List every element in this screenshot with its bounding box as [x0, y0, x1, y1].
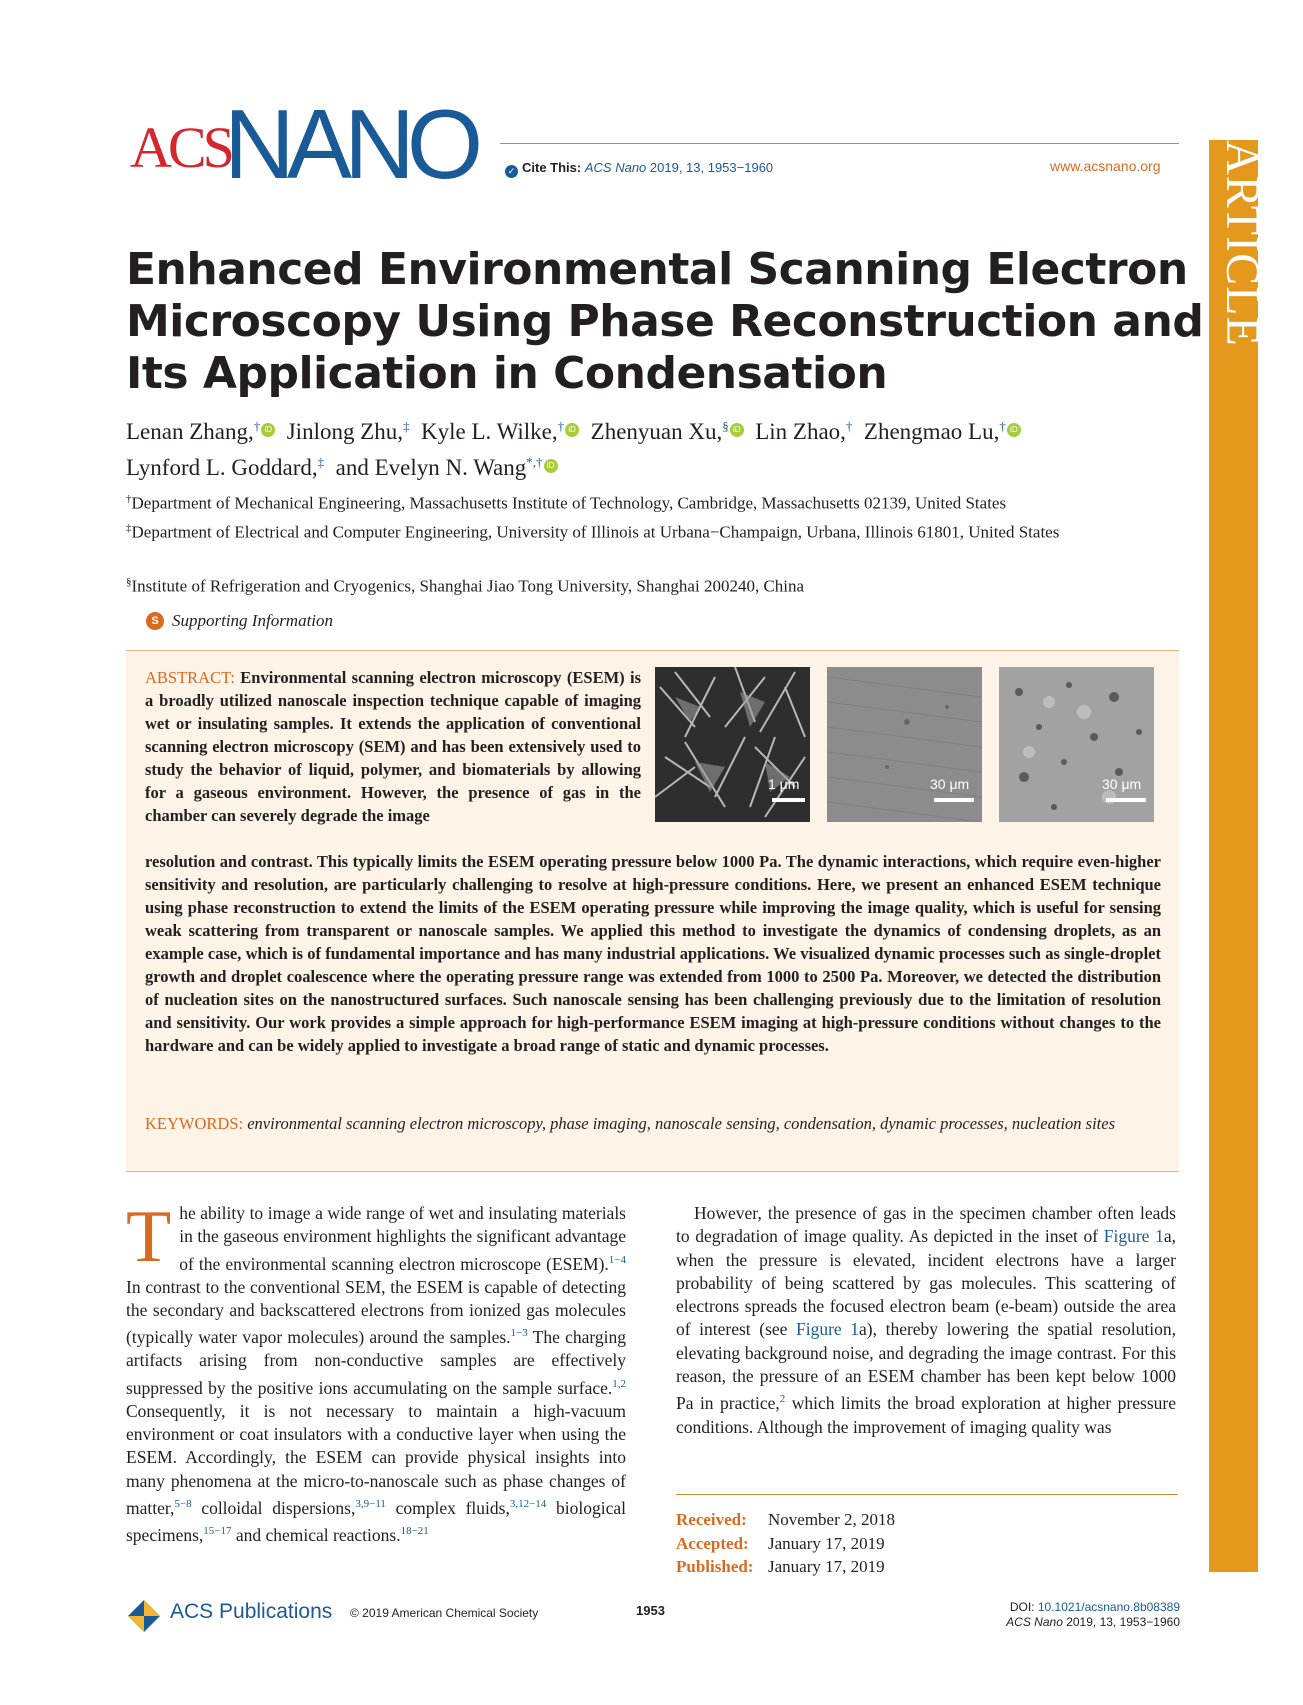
journal-logo — [130, 89, 510, 199]
keywords — [145, 1112, 1161, 1135]
check-icon: ✓ — [505, 165, 518, 178]
drop-cap: T — [126, 1196, 172, 1278]
scale-bar — [1106, 798, 1146, 802]
section-tab-label: ARTICLE — [1215, 140, 1269, 347]
doi-block: DOI: 10.1021/acsnano.8b08389 ACS Nano 2019, 13, 1953−1960 — [1006, 1600, 1180, 1629]
journal-website-link[interactable]: www.acsnano.org — [1050, 158, 1161, 174]
citation-link[interactable]: 3,9−11 — [355, 1498, 386, 1511]
scale-bar-label: 30 μm — [1102, 776, 1142, 792]
keywords-list: environmental scanning electron microscopy, phase imaging, nanoscale sensing, condensation, dynamic processes, nucleation sites — [247, 1114, 1115, 1133]
author[interactable]: Lin Zhao,† — [755, 418, 853, 444]
page-number: 1953 — [636, 1603, 665, 1618]
section-tab — [1209, 140, 1269, 400]
header-rule — [500, 143, 1179, 144]
author[interactable]: Zhenyuan Xu,§ iD — [585, 419, 744, 444]
citation-link[interactable]: 1−3 — [510, 1327, 528, 1340]
scale-bar-label: 1 μm — [768, 776, 800, 792]
cite-label: Cite This: — [522, 160, 582, 175]
author[interactable]: and Evelyn N. Wang*,† iD — [330, 455, 558, 480]
abstract-text-top: Environmental scanning electron microscopy (ESEM) is a broadly utilized nanoscale inspection technique capable of imaging wet or insulating samples. It extends the application of conventional scanning electron microscopy (SEM) and has been extensively used to study the behavior of liquid, polymer, and biomaterials by allowing for a gaseous environment. However, the presence of gas in the chamber can severely degrade the image — [145, 668, 641, 825]
affiliation: †Department of Mechanical Engineering, Massachusetts Institute of Technology, Cambridge, Massachusetts 02139, United States — [126, 493, 1007, 513]
abstract-paragraph-bottom: resolution and contrast. This typically limits the ESEM operating pressure below 1000 Pa. The dynamic interactions, which require even-higher sensitivity and resolution, are particularly challenging to resolve at high-pressure conditions. Here, we present an enhanced ESEM technique using phase reconstruction to extend the limits of the ESEM operating pressure while improving the image quality, which is useful for sensing weak scattering from transparent or nanoscale samples. We applied this method to investigate the dynamics of condensing droplets, as an example case, which is of fundamental importance and has many industrial applications. We visualized dynamic processes such as single-droplet growth and droplet coalescence where the operating pressure range was extended from 1000 to 2500 Pa. Moreover, we detected the distribution of nucleation sites on the nanostructured surfaces. Such nanoscale sensing has been challenging previously due to the limitation of resolution and sensitivity. Our work provides a simple approach for high-performance ESEM imaging at high-pressure conditions without changes to the hardware and can be widely applied to investigate a broad range of static and dynamic processes. — [145, 852, 1161, 1055]
author[interactable]: Kyle L. Wilke,† iD — [415, 419, 579, 444]
citation-link[interactable]: 3,12−14 — [509, 1498, 547, 1511]
author[interactable]: Zhengmao Lu,† iD — [858, 419, 1021, 444]
dates-rule — [676, 1494, 1178, 1495]
citation-link[interactable]: 18−21 — [400, 1525, 429, 1538]
figure-link[interactable]: Figure 1 — [796, 1319, 860, 1340]
acs-publications-icon — [126, 1598, 162, 1639]
scale-bar — [772, 798, 805, 802]
orcid-icon[interactable]: iD — [1007, 423, 1021, 437]
cite-details: 2019, 13, 1953−1960 — [646, 160, 774, 175]
supporting-info-link[interactable]: Supporting Information — [172, 611, 334, 630]
citation-link[interactable]: 2 — [779, 1393, 786, 1406]
cite-journal: ACS Nano — [584, 160, 647, 175]
publisher-name[interactable]: ACS Publications — [170, 1600, 333, 1623]
citation-link[interactable]: 15−17 — [203, 1525, 232, 1538]
abstract-paragraph-top — [145, 666, 641, 827]
author[interactable]: Jinlong Zhu,‡ — [286, 418, 410, 444]
date-received: Received: November 2, 2018 — [676, 1510, 896, 1529]
article-title: Enhanced Environmental Scanning Electron Microscopy Using Phase Reconstruction and Its Application in Condensation — [126, 244, 1204, 399]
author[interactable]: Lynford L. Goddard,‡ — [126, 454, 325, 481]
logo-nano: NANO — [224, 89, 476, 199]
cite-this[interactable] — [505, 160, 773, 178]
citation-link[interactable]: 1−4 — [608, 1253, 626, 1266]
copyright: © 2019 American Chemical Society — [350, 1606, 539, 1620]
author-list — [126, 410, 1206, 483]
orcid-icon[interactable]: iD — [565, 423, 579, 437]
date-published: Published: January 17, 2019 — [676, 1557, 885, 1576]
publication-dates — [676, 1508, 895, 1579]
orcid-icon[interactable]: iD — [261, 423, 275, 437]
figure-link[interactable]: Figure 1 — [1103, 1226, 1164, 1247]
citation-link[interactable]: 5−8 — [174, 1498, 192, 1511]
keywords-label: KEYWORDS: — [145, 1114, 244, 1133]
abstract-figure-esem — [827, 667, 982, 822]
affiliation: ‡Department of Electrical and Computer Engineering, University of Illinois at Urbana−Champaign, Urbana, Illinois 61801, United States — [126, 522, 1060, 542]
abstract-figure-phase — [999, 667, 1154, 822]
author[interactable]: Lenan Zhang,† iD — [126, 419, 275, 444]
abstract-label: ABSTRACT: — [145, 668, 235, 687]
body-left-column: The ability to image a wide range of wet and insulating materials in the gaseous environment highlights the significant advantage of the environmental scanning electron microscope (ESEM).$^{1-4}$ In contrast to the conventional SEM, the ESEM is capable of detecting the secondary and backscattered electrons from ionized gas molecules (typically water vapor molecules) around the samples.$^{1-3}$ The charging artifacts arising from non-conductive samples are effectively suppressed by the positive ions accumulating on the sample surface.$^{1,2}$ Consequently, it is not necessary to maintain a high-vacuum environment or coat insulators with a conductive layer when using the ESEM. Accordingly, the ESEM can provide physical insights into many phenomena at the micro-to-nanoscale such as phase changes of matter,$^{5-8}$ colloidal dispersions,$^{3,9-11}$ complex fluids,$^{3,12-14}$ biological specimens,$^{15-17}$ and chemical reactions.$^{18-21}$ — [126, 1196, 627, 1545]
body-right-column: However, the presence of gas in the specimen chamber often leads to degradation of image quality. As depicted in the inset of Figure 1a, when the pressure is elevated, incident electrons have a larger probability of being scattered by gas molecules. This scattering of electrons spreads the focused electron beam (e-beam) outside the area of interest (see Figure 1a), thereby lowering the spatial resolution, elevating background noise, and degrading the image contrast. For this reason, the pressure of an ESEM chamber has been kept below 1000 Pa in practice,$^2$ which limits the broad exploration at higher pressure conditions. Although the improvement of imaging quality was — [676, 1203, 1176, 1437]
logo-acs: ACS — [130, 115, 231, 180]
abstract-figure-sem — [655, 667, 810, 822]
scale-bar — [934, 798, 974, 802]
citation-link[interactable]: 1,2 — [612, 1377, 626, 1390]
affiliation: §Institute of Refrigeration and Cryogenics, Shanghai Jiao Tong University, Shanghai 200240, China — [126, 576, 805, 596]
orcid-icon[interactable]: iD — [730, 423, 744, 437]
supporting-info-icon[interactable]: S — [146, 612, 164, 630]
cite-reference — [585, 160, 773, 175]
orcid-icon[interactable]: iD — [544, 459, 558, 473]
scale-bar-label: 30 μm — [930, 776, 970, 792]
date-accepted: Accepted: January 17, 2019 — [676, 1533, 885, 1553]
doi-link[interactable]: 10.1021/acsnano.8b08389 — [1037, 1600, 1180, 1614]
